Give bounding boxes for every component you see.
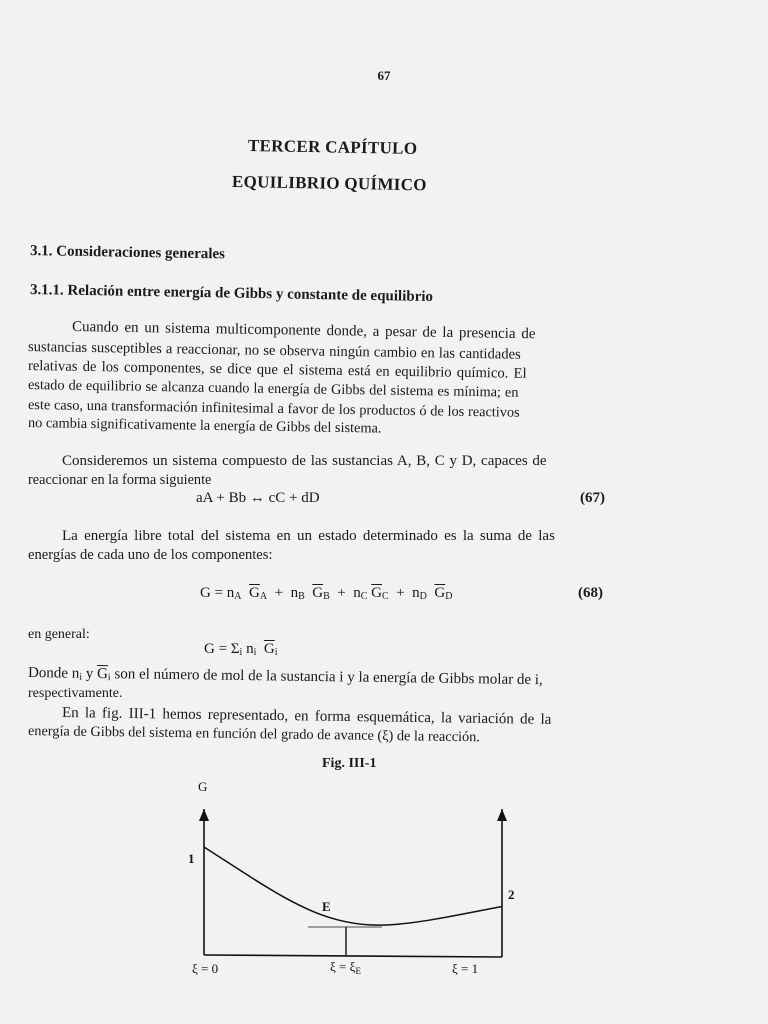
paragraph-line: energías de cada uno de los componentes: bbox=[28, 547, 273, 563]
plus-sign: + bbox=[274, 585, 284, 601]
chapter-label: TERCER CAPÍTULO bbox=[247, 136, 418, 158]
paragraph-line: estado de equilibrio se alcanza cuando la energía de Gibbs del sistema es mínima; en bbox=[27, 377, 519, 401]
start-point-label: 1 bbox=[188, 851, 195, 866]
plus-sign: + bbox=[396, 585, 405, 601]
section-title: Relación entre energía de Gibbs y constante de equilibrio bbox=[67, 282, 434, 306]
definition-line: Donde $n_i$ y $\overline{G}_i$ son el número de mol de la sustancia i y la energía de Gibbs molar de i, bbox=[27, 665, 543, 689]
paragraph-line: este caso, una transformación infinitesimal a favor de los productos ó de los reactivos bbox=[27, 397, 520, 421]
equation-term-d: $n_D$ $\overline{G}_D$ bbox=[412, 585, 453, 602]
section-number: 3.1. bbox=[29, 243, 53, 260]
x-axis bbox=[204, 955, 502, 957]
gibbs-energy-chart bbox=[160, 775, 540, 985]
x-label-end: ξ = 1 bbox=[452, 961, 479, 976]
section-number: 3.1.1. bbox=[29, 282, 64, 299]
equation-number-68: (68) bbox=[578, 585, 603, 601]
paragraph-line: energía de Gibbs del sistema en función del grado de avance (ξ) de la reacción. bbox=[27, 723, 480, 746]
general-label: en general: bbox=[28, 627, 90, 642]
paragraph-line: no cambia significativamente la energía de Gibbs del sistema. bbox=[27, 415, 382, 437]
paragraph-line: Cuando en un sistema multicomponente donde, a pesar de la presencia de bbox=[71, 319, 536, 343]
paragraph-line: relativas de los componentes, se dice que el sistema está en equilibrio químico. El bbox=[27, 358, 527, 382]
general-equation: $G = \Sigma_i$ $n_i$ $\overline{G}_i$ bbox=[204, 641, 278, 658]
equation-term-b: $n_B$ $\overline{G}_B$ bbox=[290, 585, 330, 602]
x-label-start: ξ = 0 bbox=[192, 961, 219, 976]
right-axis-arrow-icon bbox=[497, 809, 507, 821]
equation-lhs: G = bbox=[200, 585, 224, 601]
y-axis-label: G bbox=[198, 779, 208, 794]
end-point-label: 2 bbox=[508, 887, 515, 902]
section-heading-3-1-1 bbox=[30, 282, 433, 306]
paragraph-line: La energía libre total del sistema en un estado determinado es la suma de las bbox=[62, 528, 555, 544]
equilibrium-point-label: E bbox=[322, 899, 331, 914]
page-number: 67 bbox=[377, 68, 391, 83]
paragraph-line: sustancias susceptibles a reaccionar, no se observa ningún cambio en las cantidades bbox=[27, 339, 521, 363]
equation-term-c: $n_C$ $\overline{G}_C$ bbox=[353, 585, 389, 602]
paragraph-line: reaccionar en la forma siguiente bbox=[28, 472, 212, 488]
equation-68 bbox=[200, 585, 452, 602]
gibbs-curve bbox=[204, 847, 502, 925]
chapter-title: EQUILIBRIO QUÍMICO bbox=[231, 172, 427, 195]
equation-67: aA + Bb ↔ cC + dD bbox=[196, 490, 320, 506]
x-label-equilibrium: $\xi = \xi_E$ bbox=[330, 959, 361, 976]
figure-title: Fig. III-1 bbox=[322, 756, 377, 771]
paragraph-line: En la fig. III-1 hemos representado, en forma esquemática, la variación de la bbox=[61, 705, 552, 728]
equation-number-67: (67) bbox=[580, 490, 605, 506]
plus-sign: + bbox=[337, 585, 346, 601]
equation-term-a: $n_A$ $\overline{G}_A$ bbox=[226, 585, 268, 602]
paragraph-line: Consideremos un sistema compuesto de las sustancias A, B, C y D, capaces de bbox=[62, 453, 547, 469]
section-heading-3-1 bbox=[30, 243, 225, 263]
definition-line: respectivamente. bbox=[28, 686, 123, 701]
y-axis-arrow-icon bbox=[199, 809, 209, 821]
section-title: Consideraciones generales bbox=[56, 243, 226, 263]
